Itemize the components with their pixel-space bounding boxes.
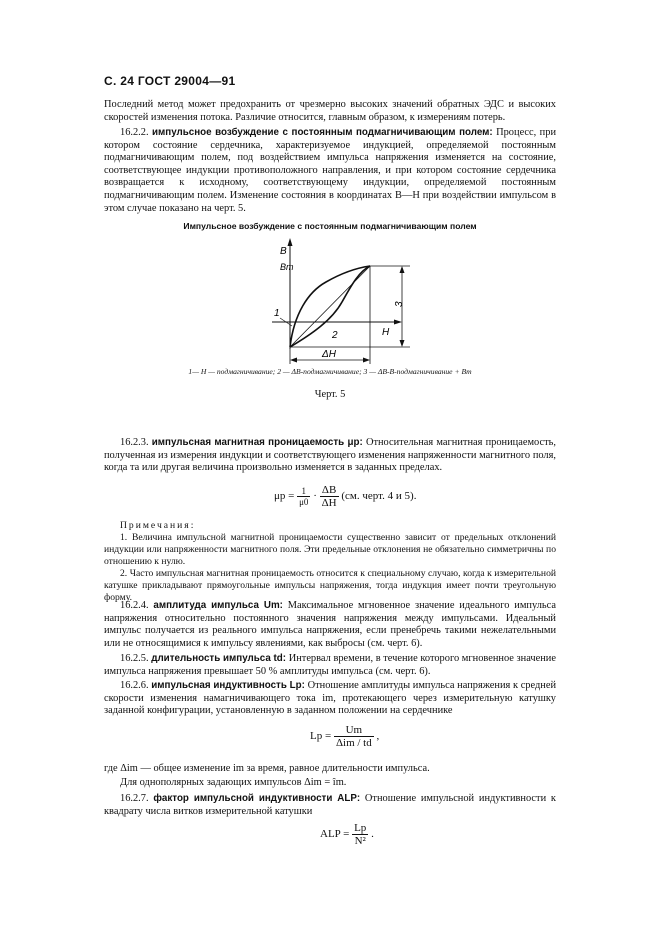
section-term: длительность импульса td: [151, 653, 287, 664]
figure-title: Импульсное возбуждение с постоянным подмагничивающим полем [183, 221, 477, 231]
intro-paragraph: Последний метод может предохранить от чрезмерно высоких значений обратных ЭДС и высоких скоростей изменения потока. Различие относится, главным образом, к измерениям потерь. [104, 99, 556, 123]
formula-tail: , [376, 730, 380, 743]
section-number: 16.2.5. [120, 653, 149, 664]
section-term: импульсное возбуждение с постоянным подмагничивающим полем: [152, 127, 493, 138]
fraction-db-dh: $\frac{\Delta B}{\Delta H}$ [321, 484, 337, 509]
b-axis-label: B [280, 246, 287, 257]
formula-lhs: Lp = [310, 730, 332, 743]
hysteresis-figure [260, 234, 430, 366]
unipolar-line: Для однополярных задающих импульсов Δim = îm. [120, 777, 347, 788]
section-number: 16.2.3. [120, 437, 149, 448]
section-term: амплитуда импульса Um: [153, 600, 283, 611]
section-text: Максимальное мгновенное значение идеального импульса напряжения относительно постоянного значения напряжения между импульсами. Идеальный импульс получается из реального импульса напряжения, если пренебречь такими нежелательными или не относящимися к импульсу явлениями, как выбросы (см. черт. 6). [104, 600, 556, 649]
bm-label: Bm [280, 262, 294, 272]
note-1: 1. Величина импульсной магнитной проницаемости существенно зависит от предельных отклонений индукции или напряженности магнитного поля. Эти предельные отклонения не обязательно симметричны по отношению к нулю. [104, 532, 556, 567]
section-16-2-5 [104, 653, 556, 678]
fraction-lp-over-n2: $\frac{Lp}{\text{N²}}$ [354, 822, 367, 847]
section-16-2-3 [104, 437, 556, 475]
formula-alp [320, 822, 374, 847]
notes-title: Примечания: [120, 520, 196, 531]
section-text: Процесс, при котором состояние сердечника, характеризуемое индукцией, определяемой постоянным подмагничивающим полем, под воздействием импульса напряжения изменяется на состояние, соответствующее индукции противоположного направления, и при котором состояние сердечника возвращается к исходному, соответствующему индукции, определяемой постоянным подмагничивающим полем. Изменение состояния в координатах B—H при воздействии импульсом в этом случае показано на черт. 5. [104, 127, 557, 214]
label-1: 1 [274, 308, 280, 319]
section-text: Относительная магнитная проницаемость, полученная из измерения индукции и соответствующего изменения напряженности магнитного поля, когда та или другая величина произвольно изменяется в заданных пределах. [104, 437, 556, 474]
section-text: Интервал времени, в течение которого мгновенное значение импульса напряжения превышает 50 % амплитуды импульса (см. черт. 6). [104, 653, 556, 677]
h-axis-arrow [394, 320, 402, 325]
label-3: 3 [394, 301, 405, 307]
figure-label: Черт. 5 [314, 389, 346, 400]
section-term: импульсная магнитная проницаемость μp: [151, 437, 363, 448]
formula-lhs: μp = [274, 490, 295, 503]
delta-h-label: ΔH [322, 349, 336, 360]
h-axis-label: H [382, 327, 390, 338]
formula-lhs: ALP = [320, 828, 350, 841]
section-number: 16.2.7. [120, 793, 149, 804]
formula-lp [310, 724, 379, 749]
section-16-2-6 [104, 680, 556, 718]
formula-tail: . [371, 828, 374, 841]
section-number: 16.2.2. [120, 127, 149, 138]
fraction-um-over-dim-td: $\frac{Um}{\text{Δim / td}}$ [335, 724, 372, 749]
section-text: Отношение импульсной индуктивности к квадрату числа витков измерительной катушки [104, 793, 556, 817]
fraction-1-over-mu0: $\frac{1}{\mu 0}$ [299, 486, 309, 507]
section-16-2-4 [104, 600, 556, 650]
page-header: С. 24 ГОСТ 29004—91 [104, 74, 236, 88]
where-clause: где Δim — общее изменение im за время, равное длительности импульса. [104, 763, 430, 774]
formula-ref: (см. черт. 4 и 5). [341, 490, 417, 503]
section-number: 16.2.4. [120, 600, 149, 611]
section-text: Отношение амплитуды импульса напряжения к средней скорости изменения намагничивающего тока im, протекающего через измерительную катушку заданной конфигурации, установленную в заданном положении на сердечнике [104, 680, 556, 717]
note-2: 2. Часто импульсная магнитная проницаемость относится к специальному случаю, когда к измерительной катушке прикладывают прямоугольные импульсы напряжения, тогда индукция имеет почти треугольную форму. [104, 568, 556, 603]
label-2: 2 [332, 330, 338, 341]
section-16-2-2 [104, 127, 556, 215]
section-number: 16.2.6. [120, 680, 149, 691]
figure-caption: 1— H — подмагничивание; 2 — ΔB-подмагничивание; 3 — ΔB-B-подмагничивание + Bm [188, 367, 472, 376]
notes [104, 520, 556, 604]
section-term: импульсная индуктивность Lp: [151, 680, 305, 691]
section-16-2-7 [104, 793, 556, 818]
b-axis-arrow [288, 238, 293, 246]
formula-mu-p: μp = $\frac{1}{\mu 0}$ · $\frac{\Delta B}{\Delta H}$ (см. черт. 4 и 5). [274, 484, 417, 509]
section-term: фактор импульсной индуктивности ALP: [153, 793, 361, 804]
